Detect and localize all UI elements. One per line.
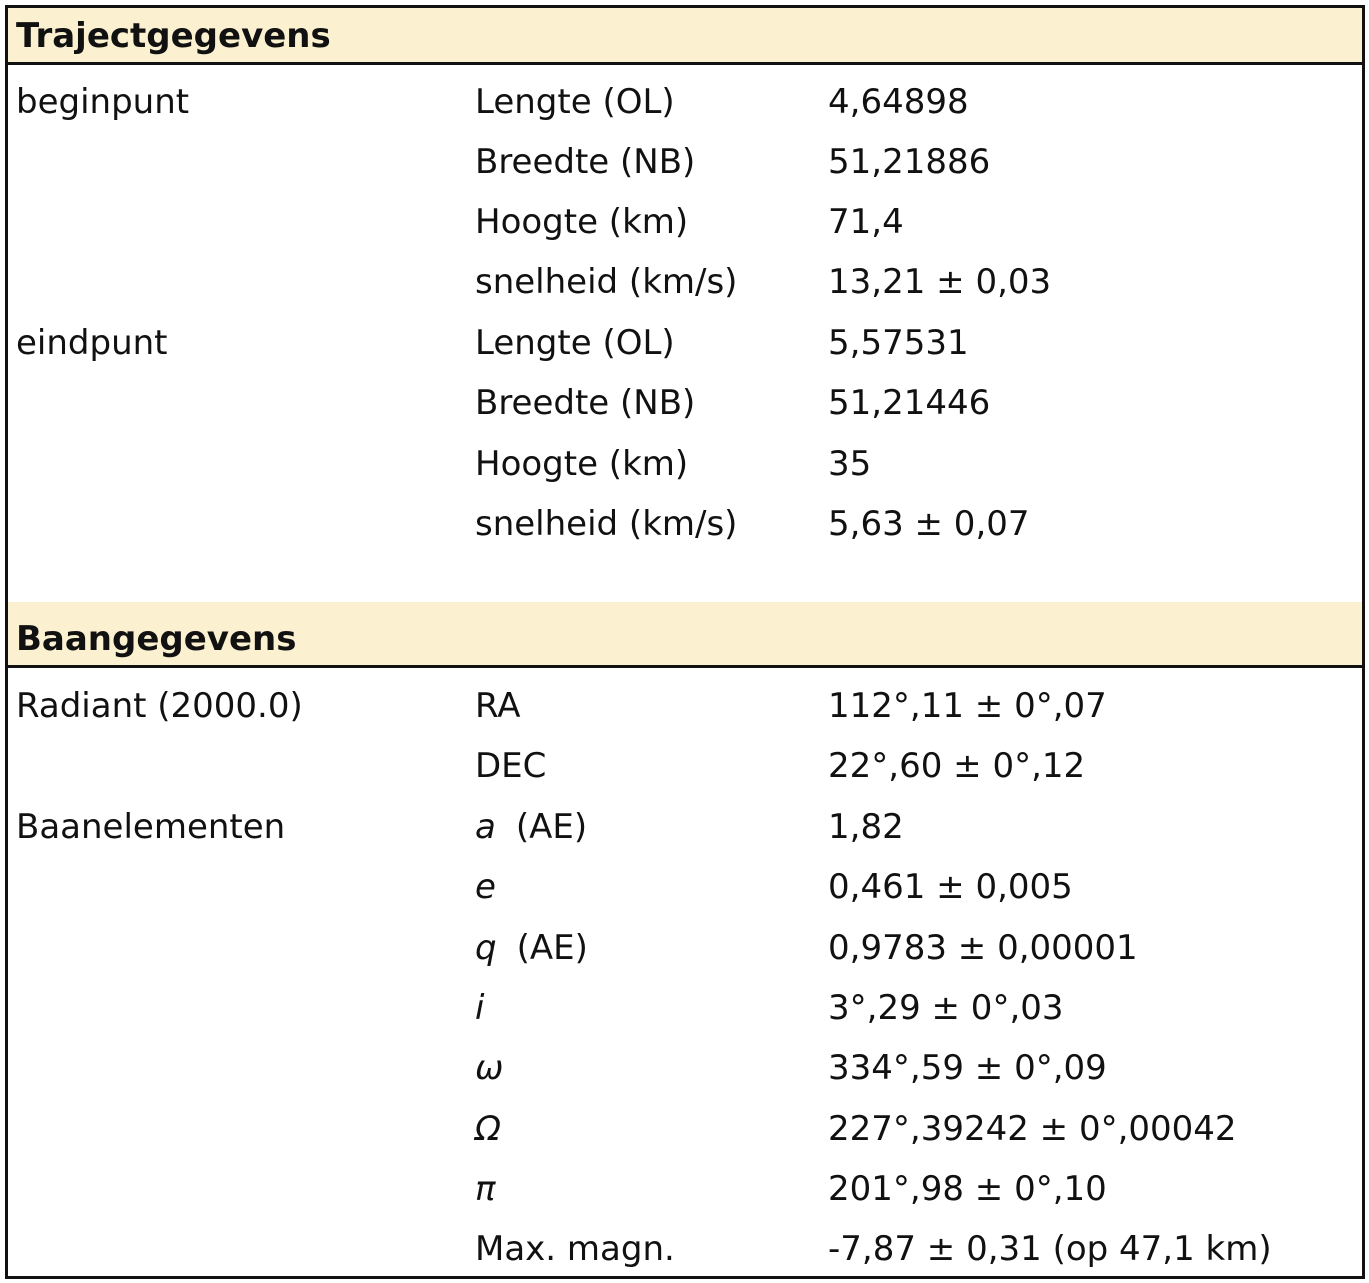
- row-parameter: Breedte (NB): [475, 383, 696, 423]
- row-value: 3°,29 ± 0°,03: [828, 988, 1064, 1028]
- row-value: 5,57531: [828, 323, 969, 363]
- row-parameter: DEC: [475, 746, 547, 786]
- row-parameter: Lengte (OL): [475, 82, 675, 122]
- row-parameter: RA: [475, 686, 521, 726]
- symbol-omega: ω: [475, 1048, 504, 1088]
- table-row: [8, 1038, 1362, 1098]
- row-value: 13,21 ± 0,03: [828, 262, 1052, 302]
- row-value: 51,21886: [828, 142, 991, 182]
- table-row: [8, 676, 1362, 736]
- table-row: [8, 736, 1362, 796]
- row-parameter: Hoogte (km): [475, 202, 689, 242]
- row-value: 35: [828, 444, 872, 484]
- row-parameter: Lengte (OL): [475, 323, 675, 363]
- table-row: [8, 1219, 1362, 1279]
- symbol-pi: π: [475, 1169, 496, 1209]
- row-parameter: snelheid (km/s): [475, 262, 738, 302]
- row-group-label: eindpunt: [16, 323, 168, 363]
- symbol-capital-omega: Ω: [475, 1109, 501, 1149]
- section-header-baan: [8, 611, 1362, 668]
- section-title-traject: Trajectgegevens: [16, 16, 331, 56]
- table-row: [8, 132, 1362, 192]
- row-value: 5,63 ± 0,07: [828, 504, 1030, 544]
- row-group-label: beginpunt: [16, 82, 190, 122]
- table-row: [8, 373, 1362, 433]
- table-row: [8, 918, 1362, 978]
- row-parameter: Max. magn.: [475, 1229, 675, 1269]
- row-parameter: Hoogte (km): [475, 444, 689, 484]
- row-value: 227°,39242 ± 0°,00042: [828, 1109, 1237, 1149]
- table-row: [8, 978, 1362, 1038]
- row-parameter: [475, 918, 588, 978]
- section-title-baan: Baangegevens: [16, 619, 297, 659]
- row-value: 0,461 ± 0,005: [828, 867, 1073, 907]
- row-value: 71,4: [828, 202, 904, 242]
- row-value: 51,21446: [828, 383, 991, 423]
- table-row: [8, 1099, 1362, 1159]
- table-row: [8, 192, 1362, 252]
- row-group-label: Radiant (2000.0): [16, 686, 303, 726]
- symbol-q: q: [475, 928, 497, 968]
- symbol-a: a: [475, 807, 496, 847]
- table-row: [8, 434, 1362, 494]
- table-row: [8, 252, 1362, 312]
- symbol-i: i: [475, 988, 485, 1028]
- row-parameter: [475, 797, 587, 857]
- row-value: 22°,60 ± 0°,12: [828, 746, 1086, 786]
- unit-label: (AE): [516, 928, 588, 968]
- row-group-label: Baanelementen: [16, 807, 286, 847]
- symbol-e: e: [475, 867, 496, 907]
- row-value: 112°,11 ± 0°,07: [828, 686, 1107, 726]
- section-header-traject: [8, 8, 1362, 65]
- table-row: [8, 313, 1362, 373]
- table-row: [8, 1159, 1362, 1219]
- row-parameter: snelheid (km/s): [475, 504, 738, 544]
- row-value: 1,82: [828, 807, 904, 847]
- table-row: [8, 857, 1362, 917]
- row-value: -7,87 ± 0,31 (op 47,1 km): [828, 1229, 1272, 1269]
- table-row: [8, 72, 1362, 132]
- data-table: [5, 5, 1365, 1279]
- unit-label: (AE): [515, 807, 588, 847]
- table-row: [8, 494, 1362, 554]
- row-value: 4,64898: [828, 82, 969, 122]
- row-value: 334°,59 ± 0°,09: [828, 1048, 1107, 1088]
- row-parameter: Breedte (NB): [475, 142, 696, 182]
- row-value: 201°,98 ± 0°,10: [828, 1169, 1107, 1209]
- table-row: [8, 797, 1362, 857]
- row-value: 0,9783 ± 0,00001: [828, 928, 1138, 968]
